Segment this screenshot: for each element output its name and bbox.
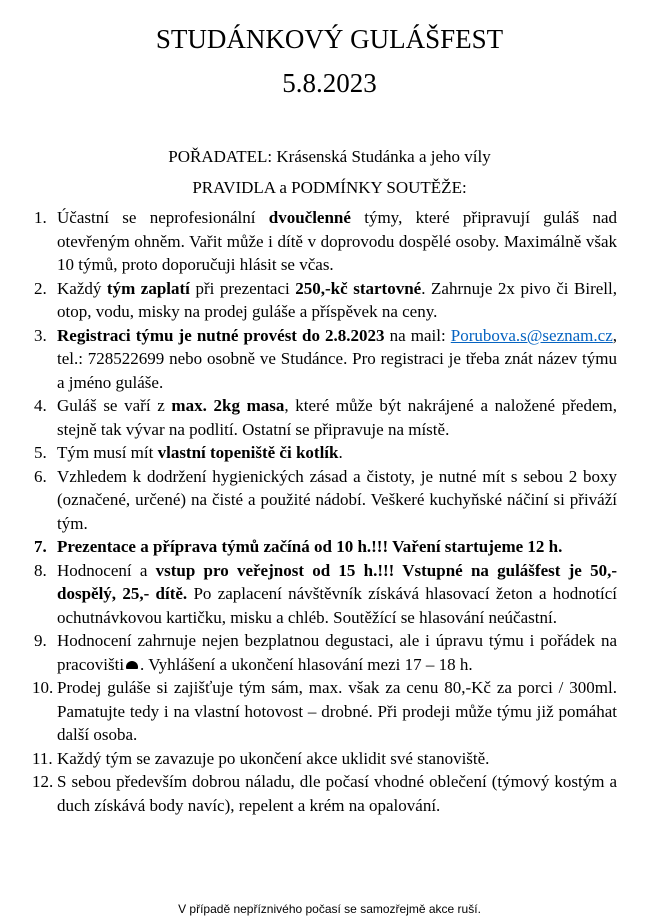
rule-text: Každý tým se zavazuje po ukončení akce uklidit své stanoviště. [57, 748, 490, 768]
rule-text-bold: tým zaplatí [106, 278, 190, 298]
rule-number: 2. [34, 278, 47, 298]
organizer-line: POŘADATEL: Krásenská Studánka a jeho víly [168, 147, 491, 166]
rules-heading: PRAVIDLA a PODMÍNKY SOUTĚŽE: [192, 178, 467, 197]
rule-number: 11. [32, 748, 53, 768]
rule-text: týmy, které připravují guláš nad otevřeným ohněm. Vařit může i dítě v doprovodu dospělé osoby. Maximálně však 10 týmů, proto doporučuji hlásit se včas. [57, 208, 617, 274]
rule-text: Účastní se neprofesionální [57, 208, 269, 227]
rule-item [34, 277, 617, 324]
rule-item [34, 324, 617, 395]
rule-text: . Zahrnuje 2x pivo či Birell, otop, vodu, misky na prodej guláše a příspěvek na ceny. [57, 278, 618, 321]
rule-item [34, 629, 617, 676]
rule-item [34, 206, 617, 277]
rule-text-bold: vstup pro veřejnost od 15 h.!!! Vstupné na gulášfest je 50,- dospělý, 25,- dítě. [57, 560, 617, 603]
event-date: 5.8.2023 [282, 68, 377, 98]
rule-text: při prezentaci [189, 278, 296, 298]
rule-text: na mail: [384, 325, 451, 345]
rule-text: , tel.: 728522699 nebo osobně ve Studánce. Pro registraci je třeba znát název týmu a jméno guláše. [57, 325, 617, 392]
rule-text-bold: Prezentace a příprava týmů začíná od 10 h.!!! Vaření startujeme 12 h. [57, 537, 563, 556]
rule-text-bold: 250,-kč startovné [295, 278, 422, 298]
rule-text-bold: vlastní topeniště či kotlík [157, 443, 339, 462]
rule-text-bold: dvoučlenné [268, 208, 351, 227]
rule-number: 6. [34, 466, 47, 486]
document-title: STUDÁNKOVÝ GULÁŠFEST [155, 24, 504, 54]
rule-text: Vzhledem k dodržení hygienických zásad a čistoty, je nutné mít s sebou 2 boxy (označené, určené) na čisté a použité nádobí. Veškeré kuchyňské náčiní si přiváží tým. [57, 466, 617, 533]
rule-item [34, 770, 617, 817]
rule-text: Každý [57, 278, 107, 298]
rule-text: , které může být nakrájené a naložené předem, stejně tak vývar na podlití. Ostatní se připravuje na místě. [57, 396, 617, 439]
rule-item [34, 747, 617, 771]
rule-item [34, 441, 617, 465]
rule-number: 1. [34, 208, 47, 227]
rule-text: Hodnocení a [57, 560, 156, 580]
rule-text: . Vyhlášení a ukončení hlasování mezi 17 – 18 h. [140, 654, 473, 674]
rule-text: Po zaplacení návštěvník získává hlasovací žeton a hodnotící ochutnávkovou kartičku, misku a chléb. Soutěžící se hlasování neúčastní. [57, 584, 618, 627]
rule-item [34, 559, 617, 630]
rule-text-bold: max. 2kg masa [171, 396, 285, 415]
rule-text: S sebou především dobrou náladu, dle počasí vhodné oblečení (týmový kostým a duch získává body navíc), repelent a krém na opalování. [57, 772, 617, 815]
rule-number: 4. [34, 396, 47, 415]
rule-text: Hodnocení zahrnuje nejen bezplatnou degustaci, ale i úpravu týmu i pořádek na pracovišti [57, 631, 617, 674]
rule-item [34, 465, 617, 536]
weather-note: V případě nepříznivého počasí se samozřejmě akce ruší. [178, 902, 481, 916]
rule-item [34, 535, 617, 559]
rule-number: 12. [32, 772, 54, 791]
rule-number: 8. [34, 560, 47, 580]
rules-list [34, 206, 617, 817]
email-link[interactable]: Porubova.s@seznam.cz [450, 325, 613, 345]
rule-number: 5. [34, 443, 47, 462]
rule-number: 7. [34, 537, 47, 556]
rule-text: Prodej guláše si zajišťuje tým sám, max. však za cenu 80,-Kč za porci / 300ml. Pamatujte tedy i na vlastní hotovost – drobné. Při prodeji může týmu již pomáhat další osoba. [57, 678, 617, 744]
rule-number: 10. [32, 678, 54, 697]
rule-number: 3. [34, 325, 47, 345]
rule-text-bold: Registraci týmu je nutné provést do 2.8.2023 [57, 325, 385, 345]
rule-number: 9. [34, 631, 47, 650]
rule-item [34, 676, 617, 747]
rule-item [34, 394, 617, 441]
rule-text: Tým musí mít [57, 443, 158, 462]
rule-text: Guláš se vaří z [57, 396, 172, 415]
android-icon [125, 660, 139, 670]
rule-text: . [338, 443, 343, 462]
